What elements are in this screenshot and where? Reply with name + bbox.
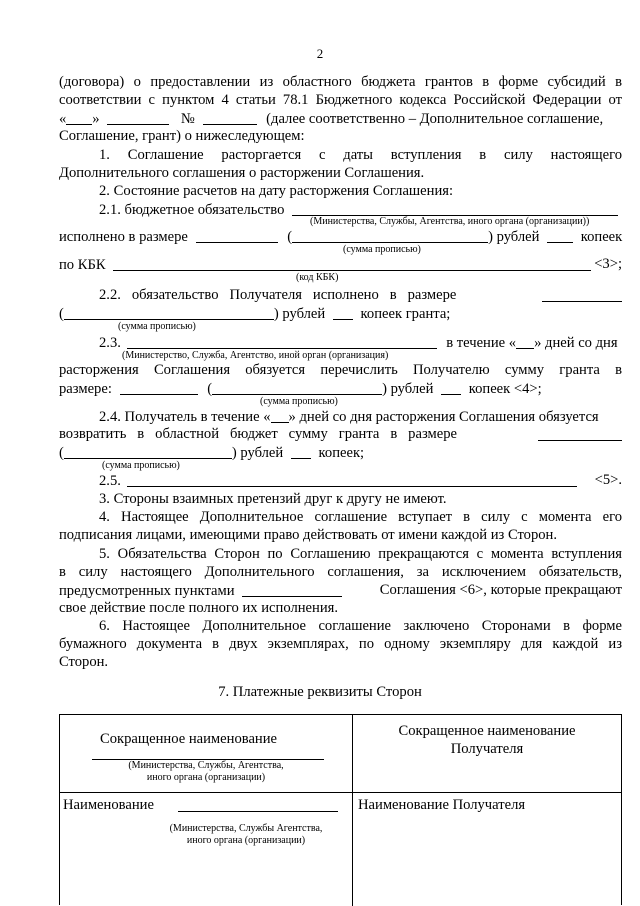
point-2-3-line-3 [59,380,622,398]
days-tail-text-1: » дней со дня [534,335,618,351]
page-number: 2 [316,46,324,61]
month-year-blank [107,110,169,125]
within-days-text: в течение « [446,335,517,351]
left-name-label: Наименование [63,797,154,813]
point-2-2-line-1 [59,287,622,304]
amount-words-blank-2 [64,305,274,320]
point-2-3-number: 2.3. [99,335,121,351]
point-2-1-text: 2.1. бюджетное обязательство [99,202,285,218]
right-short-name-label-1: Сокращенное наименование [398,723,576,739]
paren-open-2: ( [59,306,64,322]
rubles-text-4: ) рублей [231,445,284,461]
point-2-5-number: 2.5. [99,473,121,489]
point-2-2-text: 2.2. обязательство Получателя исполнено в размере [99,287,457,303]
quote-close: » [92,111,100,127]
kopecks-text-1: копеек [580,229,623,245]
amount-blank-3 [120,380,198,395]
point-4-line-2: подписания лицами, имеющими право действовать от имени каждой из Сторон. [59,527,558,543]
sum-caption-2: (сумма прописью) [118,321,196,332]
amount-blank-2 [542,287,622,302]
days-blank-1 [516,334,534,349]
point-1-line-1: 1. Соглашение расторгается с даты вступления в силу настоящего [99,147,622,163]
amount-words-blank-1 [292,228,488,243]
executed-amount-text: исполнено в размере [59,229,188,245]
days-tail-text-2: » дней со дня расторжения Соглашения обязуется [288,409,599,425]
sum-caption-3: (сумма прописью) [260,396,338,407]
table-row-divider [60,792,621,793]
left-short-name-label: Сокращенное наименование [100,731,278,747]
org-caption-1: (Министерства, Службы, Агентства, иного органа (организации)) [310,216,590,227]
left-name-blank [178,797,338,812]
left-short-name-blank [92,745,324,760]
org-blank-1 [292,201,618,216]
point-5-line-2: в силу настоящего Дополнительного соглашения, за исключением обязательств, [59,564,622,580]
point-2-4-line-1 [59,408,622,426]
point-5-line-4: свое действие после полного их исполнения. [59,600,338,616]
section-heading: 7. Платежные реквизиты Сторон [218,684,422,700]
amount-words-blank-3 [212,380,382,395]
return-text: возвратить в областной бюджет сумму гранта в размере [59,426,457,442]
number-sign: № [180,111,195,127]
sum-caption-1: (сумма прописью) [343,244,421,255]
kbk-label: по КБК [59,257,106,273]
right-name-label: Наименование Получателя [358,797,526,813]
intro-line-3-tail: (далее соответственно – Дополнительное соглашение, [266,111,604,127]
left-short-name-caption-2: иного органа (организации) [146,772,266,783]
quote-open: « [59,111,67,127]
org-caption-2: (Министерство, Служба, Агентство, иной орган (организация) [122,350,389,361]
footnote-5: <5>. [594,472,622,488]
left-name-caption-1: (Министерства, Службы Агентства, [169,823,323,834]
rubles-text-2: ) рублей [273,306,326,322]
point-2-3-line-2: расторжения Соглашения обязуется перечислить Получателю сумму гранта в [59,362,622,378]
paren-open-1: ( [287,229,293,245]
kbk-line [59,256,622,274]
intro-line-1: (договора) о предоставлении из областного бюджета грантов в форме субсидий в [59,74,622,90]
point-2-4-text: 2.4. Получатель в течение « [99,409,271,425]
kbk-blank [113,256,591,271]
point-2-5 [59,472,622,490]
left-short-name-caption-1: (Министерства, Службы, Агентства, [128,760,284,771]
point-5-line-1: 5. Обязательства Сторон по Соглашению прекращаются с момента вступления [99,546,622,562]
point-2-4-line-2 [59,426,622,443]
kopecks-blank-2 [333,305,353,320]
kopecks-text-3: копеек <4>; [468,381,542,397]
intro-line-3 [59,110,622,128]
point-5-line-3-tail: Соглашения <6>, которые прекращают [379,582,622,598]
kopecks-blank-3 [441,380,461,395]
point-3: 3. Стороны взаимных претензий друг к другу не имеют. [99,491,447,507]
kopecks-text-4: копеек; [318,445,365,461]
kbk-caption: (код КБК) [296,272,339,283]
point-2-1-line-2 [59,228,622,246]
point-2-5-blank [127,472,577,487]
kopecks-blank-4 [291,444,311,459]
rubles-text-3: ) рублей [382,381,434,397]
amount-blank-1 [196,228,278,243]
paren-open-3: ( [207,381,213,397]
requisites-table [59,714,622,905]
agreement-number-blank [203,110,257,125]
left-name-caption-2: иного органа (организации) [186,835,306,846]
day-blank [66,110,92,125]
point-6-line-2: бумажного документа в двух экземплярах, по одному экземпляру для каждой из [59,636,622,652]
kopecks-text-2: копеек гранта; [360,306,451,322]
amount-blank-4 [538,426,622,441]
amount-words-blank-4 [64,444,232,459]
sum-caption-4: (сумма прописью) [102,460,180,471]
point-1-line-2: Дополнительного соглашения о расторжении Соглашения. [59,165,425,181]
intro-line-2: соответствии с пунктом 4 статьи 78.1 Бюджетного кодекса Российской Федерации от [59,92,622,108]
point-4-line-1: 4. Настоящее Дополнительное соглашение вступает в силу с момента его [99,509,622,525]
kopecks-blank-1 [547,228,573,243]
paren-open-4: ( [59,445,64,461]
right-short-name-label-2: Получателя [450,741,524,757]
footnote-3: <3>; [594,256,622,272]
amount-label-3: размере: [59,381,112,397]
clauses-blank [242,582,342,597]
org-blank-2 [127,334,437,349]
clauses-text: предусмотренных пунктами [59,583,235,599]
point-6-line-3: Сторон. [59,654,109,670]
intro-line-4: Соглашение, грант) о нижеследующем: [59,128,305,144]
point-5-line-3 [59,582,622,600]
days-blank-2 [271,408,289,423]
point-2: 2. Состояние расчетов на дату расторжения Соглашения: [99,183,454,199]
point-6-line-1: 6. Настоящее Дополнительное соглашение заключено Сторонами в форме [99,618,622,634]
rubles-text-1: ) рублей [488,229,540,245]
